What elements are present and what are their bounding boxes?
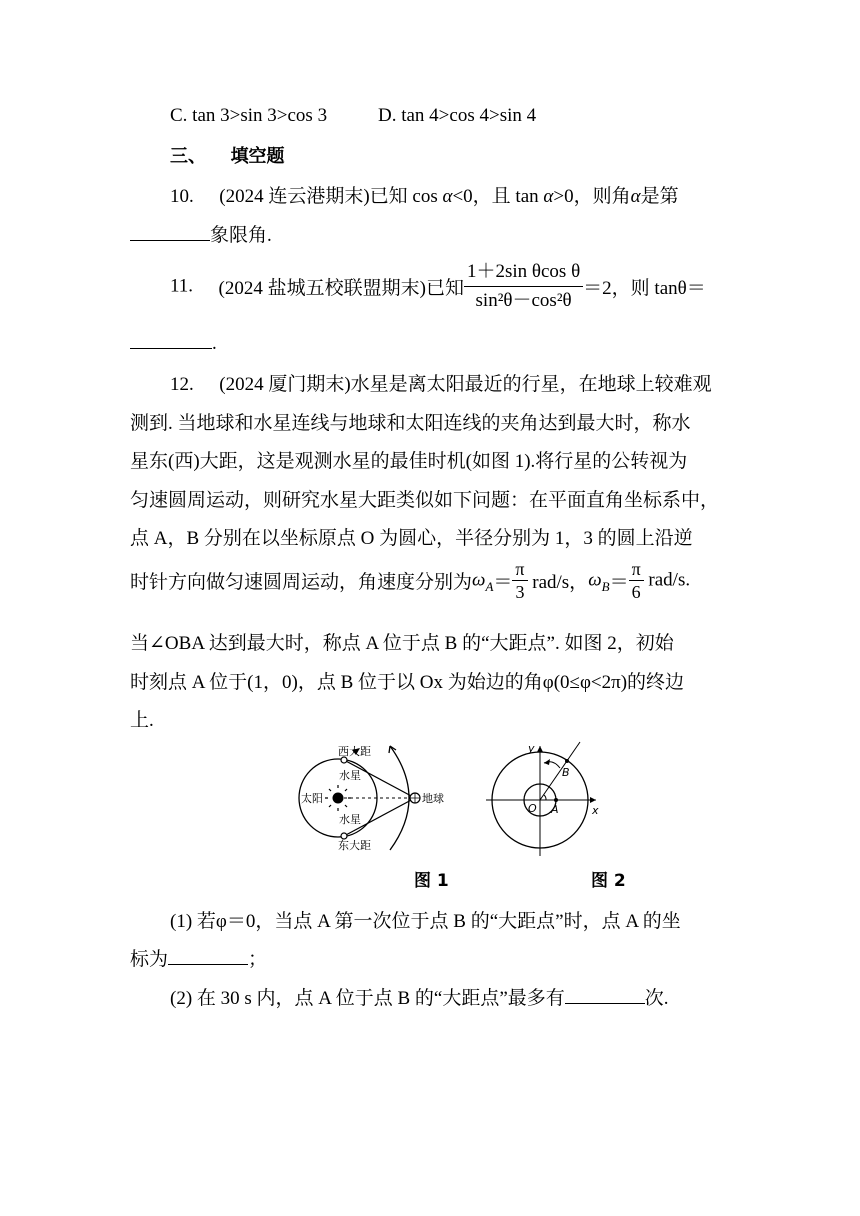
option-c: C. tan 3>sin 3>cos 3 [170,105,328,126]
q11-text: 已知 [425,278,464,299]
alpha-symbol: α [630,186,641,207]
q10-source: (2024 连云港期末) [219,186,370,207]
q10-number: 10. [170,186,194,207]
q12-text: rad/s， [527,572,589,593]
label-sun: 太阳 [301,792,323,805]
q10-text: >0，则角 [553,186,631,207]
sub1-answer-blank[interactable] [168,946,248,965]
ray-to-b [540,742,580,800]
q11-source: (2024 盐城五校联盟期末) [218,278,426,299]
q12-line-3: 星东(西)大距，这是观测水星的最佳时机(如图 1).将行星的公转视为 [130,451,688,472]
q12-source: (2024 厦门期末) [219,374,351,395]
q12-number: 12. [170,374,194,395]
q12-line-9: 上. [130,710,154,731]
y-axis-arrow [537,746,543,752]
equals-sign: ＝ [493,572,513,593]
q12-text: rad/s. [643,569,691,591]
q12-text: 时针方向做匀速圆周运动，角速度分别为 [130,572,473,593]
label-mercury-bottom: 水星 [339,813,361,826]
subscript-a: A [485,578,494,594]
q12-text: 水星是离太阳最近的行星，在地球上较难观 [350,374,712,395]
equals-sign: ＝ [609,572,629,593]
pi-over-3 [512,558,527,603]
omega-symbol: ω [472,569,486,591]
q10-text: <0，且 tan [452,186,544,207]
earth-icon [410,793,420,803]
sub2-text: (2) 在 30 s 内，点 A 位于点 B 的“大距点”最多有 [170,988,565,1009]
pi-numerator: π [629,558,644,581]
sub-question-1-line-2 [130,944,267,971]
point-a [554,798,558,802]
q11-numerator: 1＋2sin θcos θ [464,258,583,287]
section-number: 三、 [170,146,206,167]
figure-2-caption: 图 2 [591,871,626,891]
q12-line-6 [130,558,690,603]
q11-denominator: sin²θ－cos²θ [475,290,572,311]
section-header [170,142,285,168]
sub2-answer-blank[interactable] [565,985,645,1004]
sub-question-1: (1) 若φ＝0，当点 A 第一次位于点 B 的“大距点”时，点 A 的坐 [170,911,681,932]
figure-1 [290,738,460,858]
q11-line-2 [130,330,217,355]
pi-over-6 [629,558,644,603]
q11-number: 11. [170,275,194,297]
label-b: B [562,766,570,779]
q11-text: ＝2，则 tanθ＝ [583,278,706,299]
question-12 [170,369,712,396]
question-11 [170,258,706,315]
q10-text: 已知 cos [369,186,443,207]
q11-answer-blank[interactable] [130,330,212,349]
label-o: O [528,802,537,815]
alpha-symbol: α [442,186,453,207]
q12-line-2: 测到. 当地球和水星连线与地球和太阳连线的夹角达到最大时，称水 [130,413,691,434]
q12-line-5: 点 A，B 分别在以坐标原点 O 为圆心，半径分别为 1，3 的圆上沿逆 [130,528,693,549]
sub1-text: ； [248,949,268,970]
sub1-text: 标为 [130,949,169,970]
rotation-arrow-head [544,759,550,765]
alpha-symbol: α [543,186,554,207]
label-earth: 地球 [422,792,444,805]
x-axis-arrow [590,797,596,803]
q10-tail: 象限角. [210,225,272,246]
q10-text: 是第 [640,186,679,207]
six-denominator: 6 [631,582,641,602]
figure-1-caption: 图 1 [414,871,449,891]
label-x: x [592,804,599,817]
sun-icon [325,785,351,811]
label-y: y [528,742,535,755]
three-denominator: 3 [515,582,525,602]
q12-line-4: 匀速圆周运动，则研究水星大距类似如下问题：在平面直角坐标系中， [130,490,720,511]
label-a: A [551,803,559,816]
label-mercury-top: 水星 [339,769,361,782]
subscript-b: B [601,578,610,594]
label-west-elongation: 西大距 [338,745,371,758]
omega-symbol: ω [588,569,602,591]
section-title: 填空题 [230,146,285,167]
figure-2 [484,738,608,858]
option-d: D. tan 4>cos 4>sin 4 [378,105,537,126]
sub-question-2 [170,983,669,1010]
q11-tail: . [212,333,217,354]
q11-fraction [464,258,583,315]
q10-line-2 [130,220,272,247]
point-b [565,759,569,763]
sub2-text: 次. [644,988,669,1009]
q12-line-7: 当∠OBA 达到最大时，称点 A 位于点 B 的“大距点”. 如图 2，初始 [130,633,674,654]
pi-numerator: π [512,558,527,581]
q10-answer-blank[interactable] [130,222,210,241]
question-10 [170,181,679,208]
angle-arc [544,795,546,800]
label-east-elongation: 东大距 [338,839,371,852]
q12-line-8: 时刻点 A 位于(1，0)，点 B 位于以 Ox 为始边的角φ(0≤φ<2π)的终边 [130,672,685,693]
